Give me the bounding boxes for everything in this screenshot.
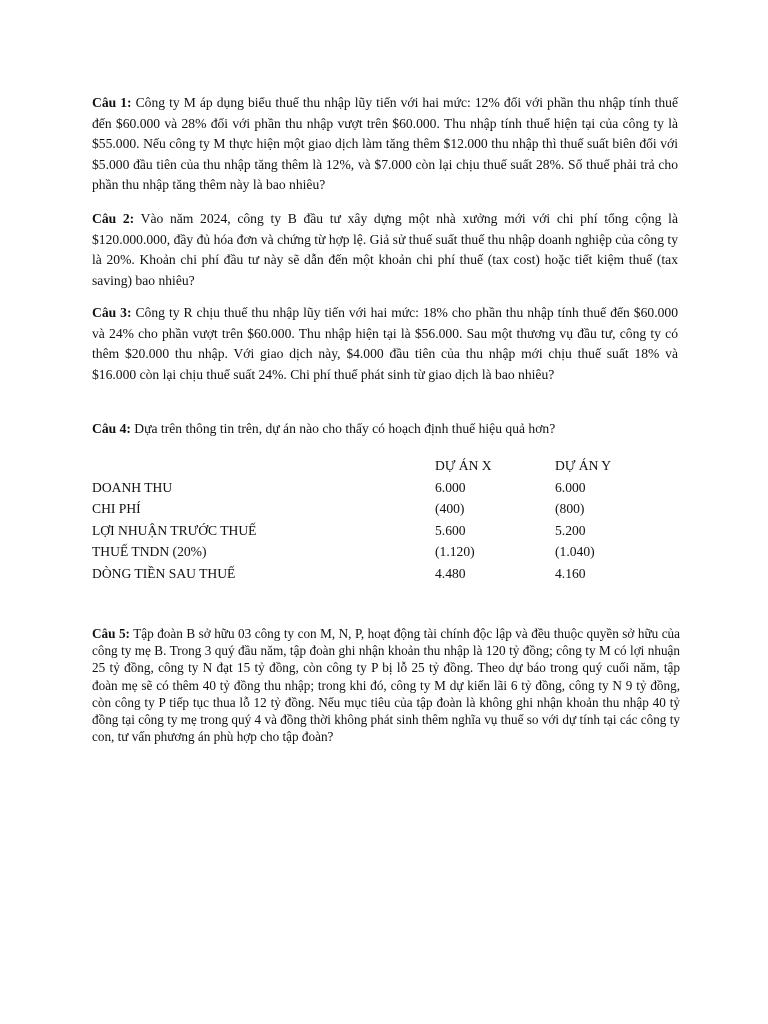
question-1 [92,93,678,196]
cell-project-x: 4.480 [435,565,466,581]
question-5 [92,625,680,745]
question-4-text: Dựa trên thông tin trên, dự án nào cho thấy có hoạch định thuế hiệu quả hơn? [130,421,556,436]
question-2-text: Vào năm 2024, công ty B đầu tư xây dựng một nhà xưởng mới với chi phí tổng cộng là $120.000.000, đầy đủ hóa đơn và chứng từ hợp lệ. Giả sử thuế suất thuế thu nhập doanh nghiệp của công ty là 20%. Khoản chi phí đầu tư này sẽ dẫn đến một khoản chi phí thuế (tax cost) hoặc tiết kiệm thuế (tax saving) bao nhiêu? [92,211,678,288]
question-5-label: Câu 5: [92,626,130,641]
cell-project-y: (1.040) [555,544,595,560]
table-header-project-y: DỰ ÁN Y [555,458,612,473]
table-header-cell [92,455,435,477]
row-label: DÒNG TIỀN SAU THUẾ [92,565,236,581]
table-row [92,541,675,563]
cell-project-x: 5.600 [435,522,466,538]
table-header-row [92,455,675,477]
row-label: THUẾ TNDN (20%) [92,544,207,560]
question-5-text: Tập đoàn B sở hữu 03 công ty con M, N, P, hoạt động tài chính độc lập và đều thuộc quyền sở hữu của công ty mẹ B. Trong 3 quý đầu năm, tập đoàn ghi nhận khoản thu nhập là 120 tỷ đồng; công ty M có lợi nhuận 25 tỷ đồng, công ty N đạt 15 tỷ đồng, còn công ty P bị lỗ 25 tỷ đồng. Theo dự báo trong quý cuối năm, tập đoàn mẹ sẽ có thêm 40 tỷ đồng thu nhập; trong khi đó, công ty M dự kiến lãi 6 tỷ đồng, công ty N 9 tỷ đồng, còn công ty P tiếp tục thua lỗ 12 tỷ đồng. Nếu mục tiêu của tập đoàn là không ghi nhận khoản thu nhập 40 tỷ đồng tại công ty mẹ trong quý 4 và đồng thời không phát sinh thêm nghĩa vụ thuế so với dự tính tại các công ty con, tư vấn phương án phù hợp cho tập đoàn? [92,626,681,745]
row-label: DOANH THU [92,479,173,495]
table-row [92,563,675,585]
row-label: LỢI NHUẬN TRƯỚC THUẾ [92,522,257,538]
table-header-project-x: DỰ ÁN X [435,458,492,473]
table-row [92,498,675,520]
question-1-label: Câu 1: [92,95,132,110]
cell-project-y: 4.160 [555,565,586,581]
question-4-label: Câu 4: [92,421,131,436]
question-3-label: Câu 3: [92,305,132,320]
table-row [92,477,675,499]
question-1-text: Công ty M áp dụng biểu thuế thu nhập lũy tiến với hai mức: 12% đối với phần thu nhập tính thuế đến $60.000 và 28% đối với phần thu nhập vượt trên $60.000. Thu nhập tính thuế hiện tại của công ty là $55.000. Nếu công ty M thực hiện một giao dịch làm tăng thêm $12.000 thu nhập thì thuế suất biên đối với $5.000 đầu tiên của thu nhập tăng thêm là 12%, và $7.000 còn lại chịu thuế suất 28%. Số thuế phải trả cho phần thu nhập tăng thêm này là bao nhiêu? [92,95,678,193]
question-3-text: Công ty R chịu thuế thu nhập lũy tiến với hai mức: 18% cho phần thu nhập tính thuế đến $60.000 và 24% cho phần vượt trên $60.000. Thu nhập hiện tại là $56.000. Sau một thương vụ đầu tư, công ty có thêm $20.000 thu nhập. Với giao dịch này, $4.000 đầu tiên của thu nhập mới chịu thuế suất 18% và $16.000 còn lại chịu thuế suất 24%. Chi phí thuế phát sinh từ giao dịch là bao nhiêu? [92,305,678,382]
question-3 [92,303,678,385]
question-4 [92,419,678,440]
question-2 [92,209,678,291]
cell-project-x: (1.120) [435,544,475,560]
table-row [92,520,675,542]
question-2-label: Câu 2: [92,211,135,226]
cell-project-y: 5.200 [555,522,586,538]
cell-project-x: 6.000 [435,479,466,495]
cell-project-x: (400) [435,501,465,517]
row-label: CHI PHÍ [92,501,141,517]
cell-project-y: (800) [555,501,585,517]
project-comparison-table [92,455,675,585]
cell-project-y: 6.000 [555,479,586,495]
